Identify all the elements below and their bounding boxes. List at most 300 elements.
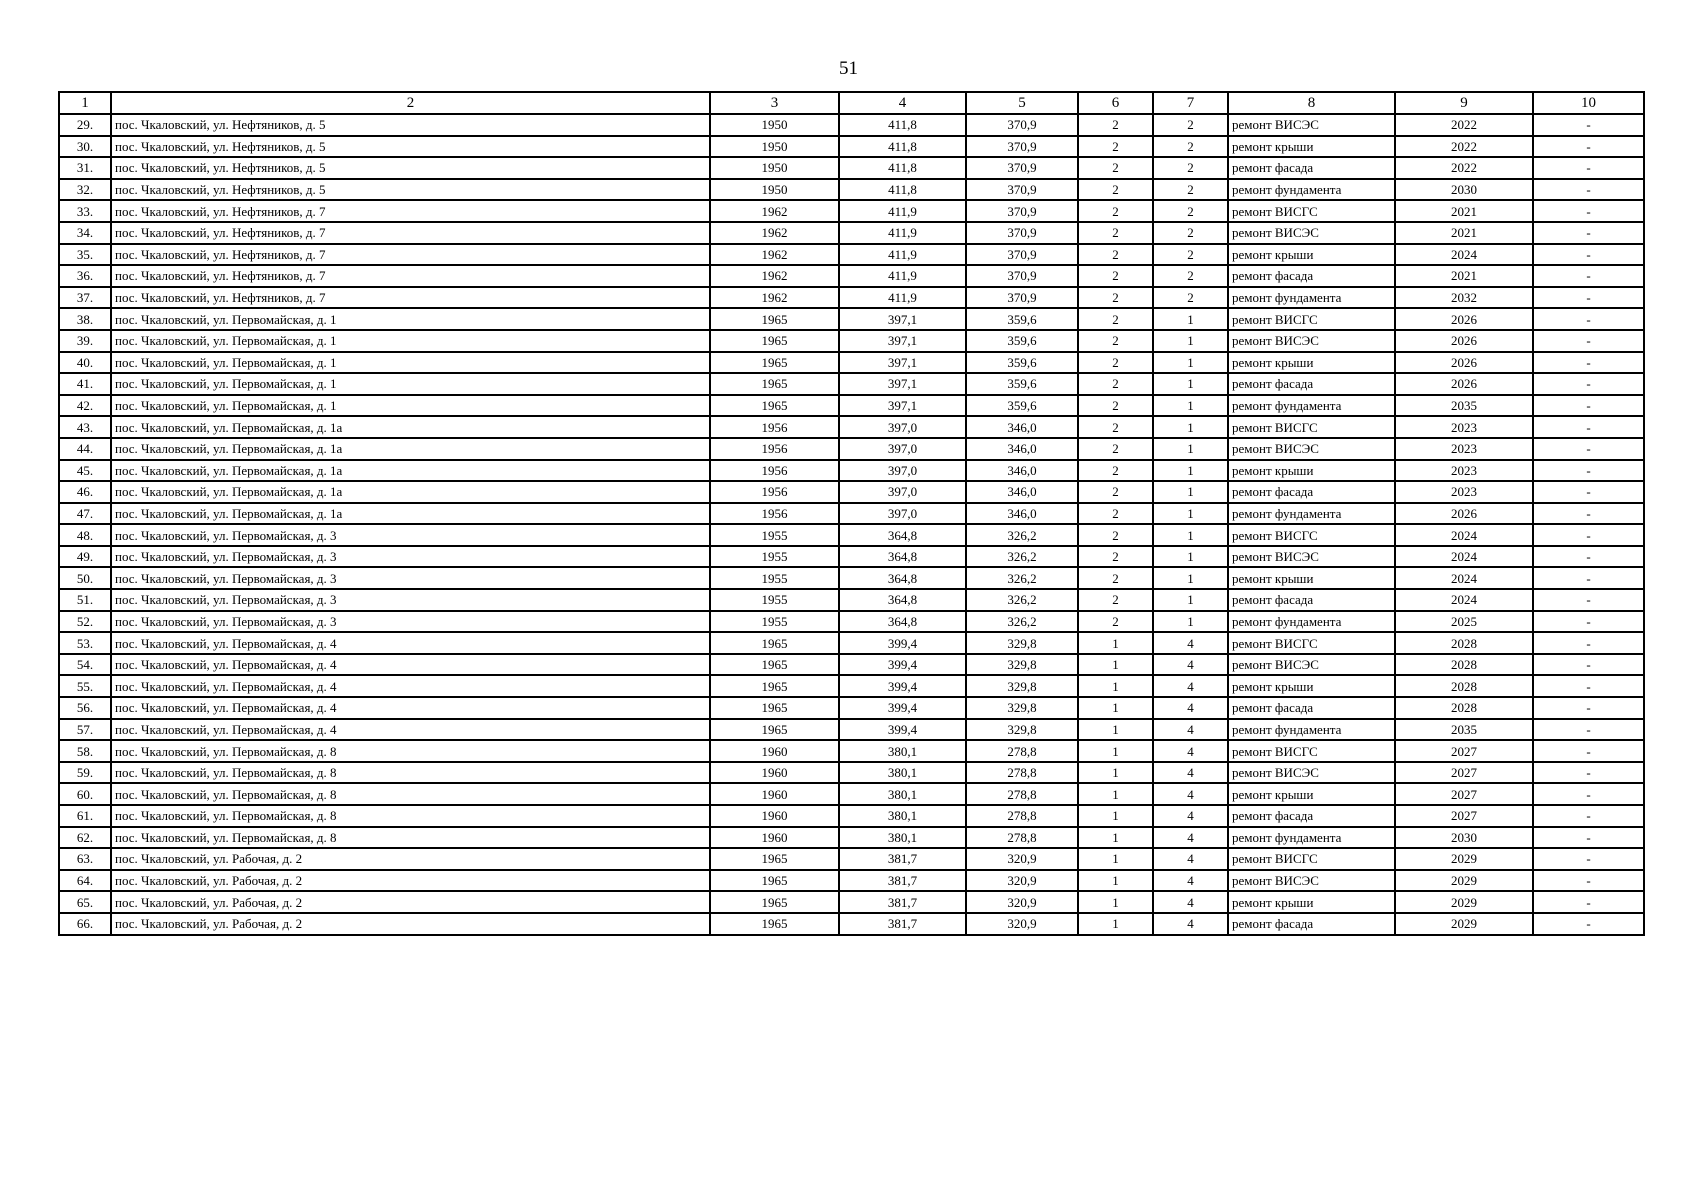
column-10-cell: - — [1533, 697, 1644, 719]
table-row — [59, 913, 1644, 935]
address-cell: пос. Чкаловский, ул. Нефтяников, д. 5 — [111, 114, 710, 136]
year-built-cell: 1955 — [710, 611, 839, 633]
column-6-cell: 2 — [1078, 114, 1153, 136]
total-area-cell: 381,7 — [839, 891, 966, 913]
column-6-cell: 2 — [1078, 265, 1153, 287]
year-built-cell: 1950 — [710, 114, 839, 136]
table-row — [59, 136, 1644, 158]
column-10-cell: - — [1533, 762, 1644, 784]
row-number: 29. — [59, 114, 111, 136]
year-built-cell: 1950 — [710, 136, 839, 158]
column-7-cell: 1 — [1153, 611, 1228, 633]
total-area-cell: 397,1 — [839, 352, 966, 374]
column-6-cell: 1 — [1078, 827, 1153, 849]
year-built-cell: 1962 — [710, 222, 839, 244]
planned-year-cell: 2026 — [1395, 308, 1533, 330]
planned-year-cell: 2023 — [1395, 416, 1533, 438]
column-6-cell: 2 — [1078, 200, 1153, 222]
repair-schedule-table — [58, 91, 1645, 936]
total-area-cell: 397,1 — [839, 330, 966, 352]
repair-type-cell: ремонт крыши — [1228, 244, 1395, 266]
planned-year-cell: 2028 — [1395, 632, 1533, 654]
column-6-cell: 2 — [1078, 179, 1153, 201]
living-area-cell: 278,8 — [966, 827, 1078, 849]
column-7-cell: 1 — [1153, 481, 1228, 503]
column-7-cell: 4 — [1153, 632, 1228, 654]
repair-type-cell: ремонт крыши — [1228, 352, 1395, 374]
repair-type-cell: ремонт ВИСГС — [1228, 200, 1395, 222]
address-cell: пос. Чкаловский, ул. Первомайская, д. 8 — [111, 827, 710, 849]
column-10-cell: - — [1533, 114, 1644, 136]
living-area-cell: 320,9 — [966, 848, 1078, 870]
column-7-cell: 1 — [1153, 373, 1228, 395]
column-10-cell: - — [1533, 460, 1644, 482]
column-10-cell: - — [1533, 265, 1644, 287]
total-area-cell: 364,8 — [839, 546, 966, 568]
planned-year-cell: 2029 — [1395, 870, 1533, 892]
address-cell: пос. Чкаловский, ул. Первомайская, д. 1 — [111, 373, 710, 395]
address-cell: пос. Чкаловский, ул. Рабочая, д. 2 — [111, 913, 710, 935]
table-row — [59, 179, 1644, 201]
living-area-cell: 326,2 — [966, 611, 1078, 633]
address-cell: пос. Чкаловский, ул. Нефтяников, д. 7 — [111, 200, 710, 222]
column-number-header-row — [59, 92, 1644, 114]
column-header-4: 4 — [839, 92, 966, 114]
column-7-cell: 2 — [1153, 200, 1228, 222]
row-number: 45. — [59, 460, 111, 482]
row-number: 33. — [59, 200, 111, 222]
address-cell: пос. Чкаловский, ул. Первомайская, д. 3 — [111, 524, 710, 546]
table-row — [59, 589, 1644, 611]
year-built-cell: 1950 — [710, 179, 839, 201]
total-area-cell: 364,8 — [839, 611, 966, 633]
table-row — [59, 503, 1644, 525]
repair-type-cell: ремонт ВИСЭС — [1228, 762, 1395, 784]
repair-type-cell: ремонт крыши — [1228, 891, 1395, 913]
repair-type-cell: ремонт ВИСГС — [1228, 740, 1395, 762]
planned-year-cell: 2024 — [1395, 567, 1533, 589]
repair-type-cell: ремонт фасада — [1228, 697, 1395, 719]
year-built-cell: 1960 — [710, 740, 839, 762]
column-header-1: 1 — [59, 92, 111, 114]
planned-year-cell: 2029 — [1395, 891, 1533, 913]
row-number: 63. — [59, 848, 111, 870]
column-6-cell: 2 — [1078, 567, 1153, 589]
column-10-cell: - — [1533, 632, 1644, 654]
table-row — [59, 352, 1644, 374]
repair-type-cell: ремонт ВИСГС — [1228, 416, 1395, 438]
address-cell: пос. Чкаловский, ул. Первомайская, д. 4 — [111, 675, 710, 697]
total-area-cell: 399,4 — [839, 675, 966, 697]
year-built-cell: 1965 — [710, 870, 839, 892]
column-6-cell: 2 — [1078, 524, 1153, 546]
living-area-cell: 359,6 — [966, 395, 1078, 417]
address-cell: пос. Чкаловский, ул. Нефтяников, д. 7 — [111, 222, 710, 244]
total-area-cell: 381,7 — [839, 848, 966, 870]
column-header-3: 3 — [710, 92, 839, 114]
living-area-cell: 326,2 — [966, 589, 1078, 611]
column-10-cell: - — [1533, 740, 1644, 762]
living-area-cell: 329,8 — [966, 632, 1078, 654]
living-area-cell: 359,6 — [966, 308, 1078, 330]
planned-year-cell: 2021 — [1395, 222, 1533, 244]
total-area-cell: 411,8 — [839, 136, 966, 158]
column-10-cell: - — [1533, 675, 1644, 697]
table-row — [59, 460, 1644, 482]
table-row — [59, 114, 1644, 136]
table-row — [59, 395, 1644, 417]
row-number: 55. — [59, 675, 111, 697]
column-7-cell: 4 — [1153, 805, 1228, 827]
row-number: 41. — [59, 373, 111, 395]
living-area-cell: 329,8 — [966, 654, 1078, 676]
address-cell: пос. Чкаловский, ул. Первомайская, д. 4 — [111, 632, 710, 654]
year-built-cell: 1960 — [710, 762, 839, 784]
row-number: 60. — [59, 783, 111, 805]
total-area-cell: 397,0 — [839, 481, 966, 503]
total-area-cell: 397,1 — [839, 395, 966, 417]
column-10-cell: - — [1533, 157, 1644, 179]
total-area-cell: 380,1 — [839, 827, 966, 849]
column-7-cell: 4 — [1153, 654, 1228, 676]
column-7-cell: 1 — [1153, 330, 1228, 352]
living-area-cell: 370,9 — [966, 265, 1078, 287]
address-cell: пос. Чкаловский, ул. Первомайская, д. 4 — [111, 654, 710, 676]
living-area-cell: 370,9 — [966, 179, 1078, 201]
column-7-cell: 2 — [1153, 114, 1228, 136]
year-built-cell: 1956 — [710, 438, 839, 460]
living-area-cell: 326,2 — [966, 524, 1078, 546]
column-6-cell: 2 — [1078, 287, 1153, 309]
column-7-cell: 4 — [1153, 719, 1228, 741]
column-7-cell: 2 — [1153, 287, 1228, 309]
address-cell: пос. Чкаловский, ул. Нефтяников, д. 7 — [111, 244, 710, 266]
column-6-cell: 1 — [1078, 675, 1153, 697]
planned-year-cell: 2028 — [1395, 697, 1533, 719]
column-10-cell: - — [1533, 244, 1644, 266]
living-area-cell: 370,9 — [966, 200, 1078, 222]
living-area-cell: 278,8 — [966, 762, 1078, 784]
row-number: 49. — [59, 546, 111, 568]
address-cell: пос. Чкаловский, ул. Первомайская, д. 4 — [111, 719, 710, 741]
year-built-cell: 1965 — [710, 697, 839, 719]
column-7-cell: 2 — [1153, 179, 1228, 201]
table-row — [59, 438, 1644, 460]
row-number: 61. — [59, 805, 111, 827]
table-row — [59, 740, 1644, 762]
table-row — [59, 697, 1644, 719]
column-7-cell: 4 — [1153, 891, 1228, 913]
planned-year-cell: 2028 — [1395, 675, 1533, 697]
column-10-cell: - — [1533, 827, 1644, 849]
column-6-cell: 1 — [1078, 783, 1153, 805]
repair-type-cell: ремонт крыши — [1228, 567, 1395, 589]
row-number: 32. — [59, 179, 111, 201]
row-number: 40. — [59, 352, 111, 374]
column-10-cell: - — [1533, 805, 1644, 827]
planned-year-cell: 2023 — [1395, 438, 1533, 460]
address-cell: пос. Чкаловский, ул. Первомайская, д. 1а — [111, 481, 710, 503]
repair-type-cell: ремонт ВИСГС — [1228, 632, 1395, 654]
planned-year-cell: 2035 — [1395, 719, 1533, 741]
repair-type-cell: ремонт ВИСЭС — [1228, 870, 1395, 892]
table-row — [59, 157, 1644, 179]
address-cell: пос. Чкаловский, ул. Первомайская, д. 1а — [111, 438, 710, 460]
column-7-cell: 1 — [1153, 460, 1228, 482]
table-row — [59, 265, 1644, 287]
row-number: 64. — [59, 870, 111, 892]
repair-type-cell: ремонт ВИСГС — [1228, 848, 1395, 870]
column-7-cell: 1 — [1153, 503, 1228, 525]
year-built-cell: 1955 — [710, 546, 839, 568]
column-10-cell: - — [1533, 848, 1644, 870]
column-6-cell: 1 — [1078, 654, 1153, 676]
total-area-cell: 380,1 — [839, 740, 966, 762]
column-10-cell: - — [1533, 287, 1644, 309]
column-6-cell: 2 — [1078, 352, 1153, 374]
year-built-cell: 1965 — [710, 848, 839, 870]
address-cell: пос. Чкаловский, ул. Первомайская, д. 1 — [111, 352, 710, 374]
column-6-cell: 2 — [1078, 438, 1153, 460]
column-6-cell: 2 — [1078, 157, 1153, 179]
total-area-cell: 380,1 — [839, 762, 966, 784]
repair-type-cell: ремонт фундамента — [1228, 395, 1395, 417]
row-number: 51. — [59, 589, 111, 611]
year-built-cell: 1950 — [710, 157, 839, 179]
total-area-cell: 411,9 — [839, 244, 966, 266]
column-7-cell: 2 — [1153, 136, 1228, 158]
repair-type-cell: ремонт фундамента — [1228, 503, 1395, 525]
row-number: 59. — [59, 762, 111, 784]
total-area-cell: 397,1 — [839, 308, 966, 330]
living-area-cell: 329,8 — [966, 697, 1078, 719]
total-area-cell: 399,4 — [839, 654, 966, 676]
repair-type-cell: ремонт фасада — [1228, 265, 1395, 287]
address-cell: пос. Чкаловский, ул. Первомайская, д. 1 — [111, 308, 710, 330]
total-area-cell: 397,1 — [839, 373, 966, 395]
repair-type-cell: ремонт фасада — [1228, 481, 1395, 503]
living-area-cell: 346,0 — [966, 438, 1078, 460]
planned-year-cell: 2028 — [1395, 654, 1533, 676]
living-area-cell: 346,0 — [966, 503, 1078, 525]
address-cell: пос. Чкаловский, ул. Нефтяников, д. 7 — [111, 287, 710, 309]
planned-year-cell: 2025 — [1395, 611, 1533, 633]
living-area-cell: 329,8 — [966, 675, 1078, 697]
living-area-cell: 320,9 — [966, 891, 1078, 913]
planned-year-cell: 2022 — [1395, 114, 1533, 136]
address-cell: пос. Чкаловский, ул. Первомайская, д. 8 — [111, 740, 710, 762]
column-7-cell: 4 — [1153, 913, 1228, 935]
table-row — [59, 805, 1644, 827]
column-6-cell: 1 — [1078, 805, 1153, 827]
repair-type-cell: ремонт ВИСЭС — [1228, 330, 1395, 352]
address-cell: пос. Чкаловский, ул. Нефтяников, д. 5 — [111, 157, 710, 179]
living-area-cell: 370,9 — [966, 136, 1078, 158]
column-7-cell: 4 — [1153, 783, 1228, 805]
planned-year-cell: 2022 — [1395, 136, 1533, 158]
total-area-cell: 364,8 — [839, 567, 966, 589]
planned-year-cell: 2032 — [1395, 287, 1533, 309]
planned-year-cell: 2026 — [1395, 503, 1533, 525]
planned-year-cell: 2024 — [1395, 546, 1533, 568]
repair-type-cell: ремонт фасада — [1228, 373, 1395, 395]
table-row — [59, 244, 1644, 266]
year-built-cell: 1965 — [710, 395, 839, 417]
year-built-cell: 1960 — [710, 805, 839, 827]
address-cell: пос. Чкаловский, ул. Первомайская, д. 3 — [111, 589, 710, 611]
row-number: 56. — [59, 697, 111, 719]
repair-type-cell: ремонт фундамента — [1228, 611, 1395, 633]
repair-type-cell: ремонт фасада — [1228, 589, 1395, 611]
address-cell: пос. Чкаловский, ул. Первомайская, д. 8 — [111, 762, 710, 784]
living-area-cell: 320,9 — [966, 913, 1078, 935]
living-area-cell: 329,8 — [966, 719, 1078, 741]
column-7-cell: 1 — [1153, 589, 1228, 611]
table-row — [59, 222, 1644, 244]
address-cell: пос. Чкаловский, ул. Рабочая, д. 2 — [111, 870, 710, 892]
year-built-cell: 1965 — [710, 330, 839, 352]
column-6-cell: 1 — [1078, 891, 1153, 913]
column-7-cell: 2 — [1153, 244, 1228, 266]
total-area-cell: 399,4 — [839, 632, 966, 654]
column-10-cell: - — [1533, 891, 1644, 913]
living-area-cell: 346,0 — [966, 481, 1078, 503]
living-area-cell: 346,0 — [966, 460, 1078, 482]
row-number: 54. — [59, 654, 111, 676]
planned-year-cell: 2021 — [1395, 265, 1533, 287]
year-built-cell: 1965 — [710, 352, 839, 374]
table-row — [59, 373, 1644, 395]
column-7-cell: 2 — [1153, 157, 1228, 179]
column-10-cell: - — [1533, 179, 1644, 201]
table-row — [59, 870, 1644, 892]
row-number: 39. — [59, 330, 111, 352]
column-6-cell: 2 — [1078, 136, 1153, 158]
table-row — [59, 308, 1644, 330]
column-10-cell: - — [1533, 200, 1644, 222]
row-number: 53. — [59, 632, 111, 654]
row-number: 66. — [59, 913, 111, 935]
row-number: 36. — [59, 265, 111, 287]
repair-type-cell: ремонт ВИСЭС — [1228, 546, 1395, 568]
repair-type-cell: ремонт крыши — [1228, 675, 1395, 697]
planned-year-cell: 2027 — [1395, 805, 1533, 827]
column-7-cell: 1 — [1153, 416, 1228, 438]
total-area-cell: 381,7 — [839, 870, 966, 892]
total-area-cell: 380,1 — [839, 805, 966, 827]
repair-type-cell: ремонт крыши — [1228, 136, 1395, 158]
column-6-cell: 1 — [1078, 870, 1153, 892]
column-6-cell: 2 — [1078, 244, 1153, 266]
total-area-cell: 364,8 — [839, 524, 966, 546]
column-10-cell: - — [1533, 438, 1644, 460]
living-area-cell: 326,2 — [966, 546, 1078, 568]
planned-year-cell: 2024 — [1395, 524, 1533, 546]
year-built-cell: 1956 — [710, 503, 839, 525]
table-row — [59, 783, 1644, 805]
repair-type-cell: ремонт фундамента — [1228, 287, 1395, 309]
column-10-cell: - — [1533, 373, 1644, 395]
year-built-cell: 1955 — [710, 589, 839, 611]
column-7-cell: 4 — [1153, 827, 1228, 849]
total-area-cell: 411,9 — [839, 222, 966, 244]
column-header-6: 6 — [1078, 92, 1153, 114]
total-area-cell: 381,7 — [839, 913, 966, 935]
planned-year-cell: 2026 — [1395, 373, 1533, 395]
repair-type-cell: ремонт фундамента — [1228, 827, 1395, 849]
living-area-cell: 359,6 — [966, 352, 1078, 374]
planned-year-cell: 2029 — [1395, 913, 1533, 935]
column-7-cell: 2 — [1153, 222, 1228, 244]
total-area-cell: 399,4 — [839, 697, 966, 719]
column-10-cell: - — [1533, 913, 1644, 935]
column-6-cell: 2 — [1078, 611, 1153, 633]
repair-type-cell: ремонт фасада — [1228, 805, 1395, 827]
column-10-cell: - — [1533, 416, 1644, 438]
column-10-cell: - — [1533, 308, 1644, 330]
planned-year-cell: 2026 — [1395, 352, 1533, 374]
repair-type-cell: ремонт крыши — [1228, 460, 1395, 482]
living-area-cell: 359,6 — [966, 373, 1078, 395]
column-7-cell: 1 — [1153, 567, 1228, 589]
page-number: 51 — [839, 58, 858, 79]
column-6-cell: 2 — [1078, 460, 1153, 482]
repair-type-cell: ремонт фундамента — [1228, 179, 1395, 201]
row-number: 38. — [59, 308, 111, 330]
table-row — [59, 719, 1644, 741]
column-10-cell: - — [1533, 783, 1644, 805]
address-cell: пос. Чкаловский, ул. Первомайская, д. 1 — [111, 330, 710, 352]
column-10-cell: - — [1533, 654, 1644, 676]
address-cell: пос. Чкаловский, ул. Первомайская, д. 3 — [111, 567, 710, 589]
living-area-cell: 320,9 — [966, 870, 1078, 892]
row-number: 47. — [59, 503, 111, 525]
column-6-cell: 1 — [1078, 632, 1153, 654]
row-number: 58. — [59, 740, 111, 762]
year-built-cell: 1962 — [710, 244, 839, 266]
living-area-cell: 370,9 — [966, 287, 1078, 309]
table-row — [59, 675, 1644, 697]
year-built-cell: 1962 — [710, 287, 839, 309]
table-row — [59, 481, 1644, 503]
column-6-cell: 2 — [1078, 395, 1153, 417]
address-cell: пос. Чкаловский, ул. Первомайская, д. 3 — [111, 546, 710, 568]
planned-year-cell: 2027 — [1395, 762, 1533, 784]
column-6-cell: 2 — [1078, 416, 1153, 438]
column-10-cell: - — [1533, 870, 1644, 892]
planned-year-cell: 2022 — [1395, 157, 1533, 179]
living-area-cell: 326,2 — [966, 567, 1078, 589]
year-built-cell: 1965 — [710, 891, 839, 913]
column-header-2: 2 — [111, 92, 710, 114]
table-row — [59, 287, 1644, 309]
table-row — [59, 546, 1644, 568]
repair-type-cell: ремонт ВИСГС — [1228, 524, 1395, 546]
row-number: 48. — [59, 524, 111, 546]
table-row — [59, 848, 1644, 870]
address-cell: пос. Чкаловский, ул. Первомайская, д. 1 — [111, 395, 710, 417]
column-header-8: 8 — [1228, 92, 1395, 114]
living-area-cell: 278,8 — [966, 740, 1078, 762]
column-10-cell: - — [1533, 611, 1644, 633]
row-number: 52. — [59, 611, 111, 633]
year-built-cell: 1955 — [710, 567, 839, 589]
address-cell: пос. Чкаловский, ул. Рабочая, д. 2 — [111, 848, 710, 870]
year-built-cell: 1956 — [710, 460, 839, 482]
row-number: 42. — [59, 395, 111, 417]
total-area-cell: 411,9 — [839, 200, 966, 222]
address-cell: пос. Чкаловский, ул. Рабочая, д. 2 — [111, 891, 710, 913]
